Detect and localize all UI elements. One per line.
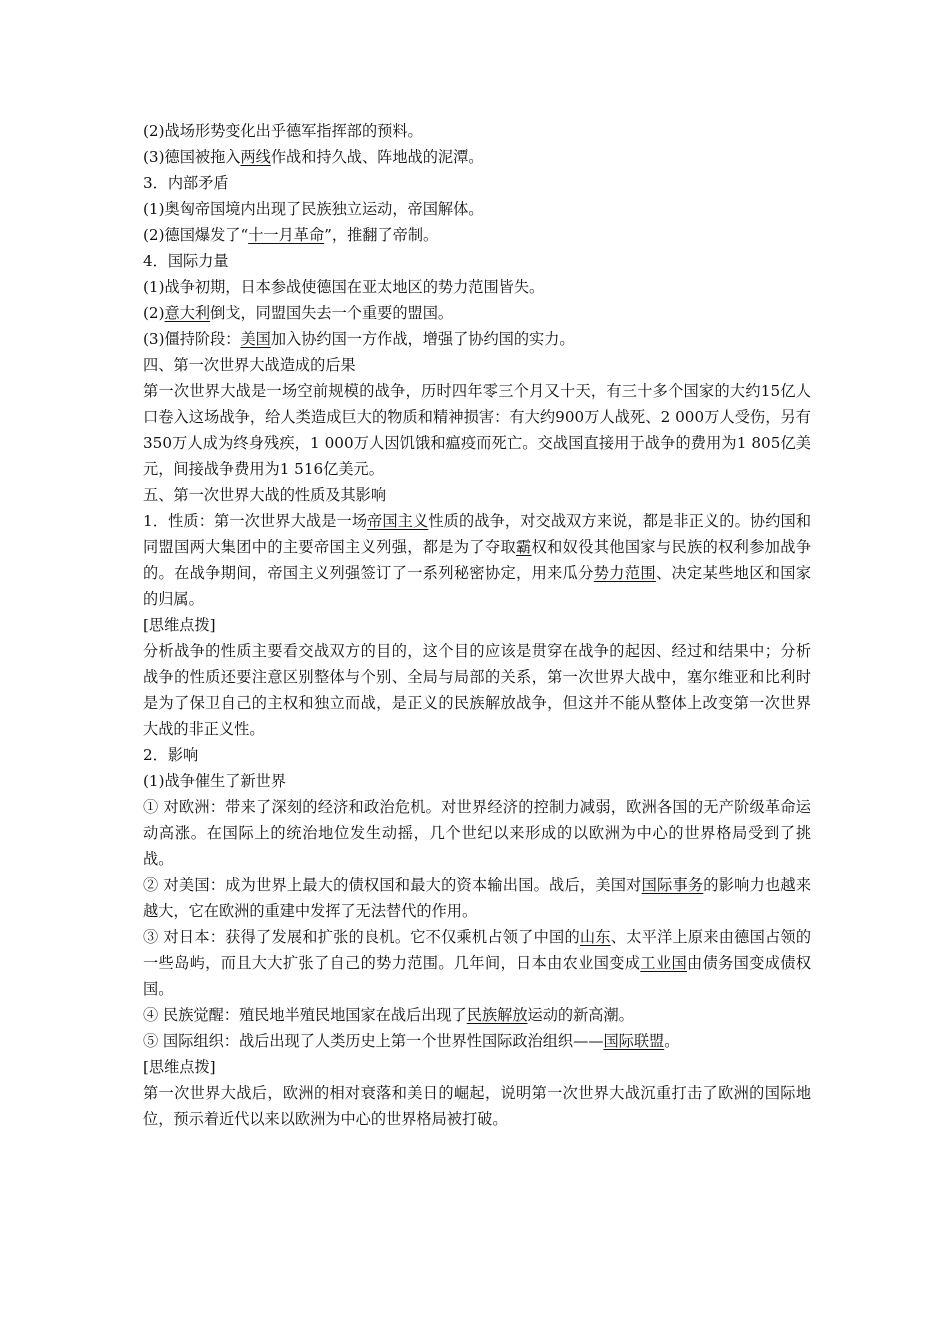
text-run: 3．内部矛盾 (143, 174, 229, 192)
text-line (143, 170, 811, 196)
paragraph (143, 872, 811, 924)
paragraph (143, 638, 811, 742)
underlined-keyword: 势力范围 (593, 564, 656, 582)
text-run: ”，推翻了帝制。 (324, 226, 439, 244)
text-line (143, 1054, 811, 1080)
paragraph (143, 1080, 811, 1132)
text-line (143, 196, 811, 222)
text-line (143, 742, 811, 768)
text-run: [思维点拨] (143, 1058, 216, 1076)
text-run: ③ 对日本：获得了发展和扩张的良机。它不仅乘机占领了中国的 (143, 928, 580, 946)
underlined-keyword: 工业国 (640, 954, 688, 972)
underlined-keyword: 民族解放 (466, 1006, 528, 1024)
text-run: 4．国际力量 (143, 252, 229, 270)
text-run: 倒戈，同盟国失去一个重要的盟国。 (210, 304, 454, 322)
text-run: [思维点拨] (143, 616, 216, 634)
text-run: 第一次世界大战是一场空前规模的战争，历时四年零三个月又十天，有三十多个国家的大约15亿人口卷入这场战争，给人类造成巨大的物质和精神损害：有大约900万人战死、2 000万人受伤，另有350万人成为终身残疾，1 000万人因饥饿和瘟疫而死亡。交战国直接用于战争的费用为1 805亿美元，间接战争费用为1 516亿美元。 (143, 382, 811, 478)
text-run: ② 对美国：成为世界上最大的债权国和最大的资本输出国。战后，美国对 (143, 876, 642, 894)
underlined-keyword: 十一月革命 (248, 226, 325, 244)
underlined-keyword: 霸 (516, 538, 532, 556)
text-line (143, 144, 811, 170)
document-body (143, 118, 811, 1132)
text-line (143, 326, 811, 352)
text-run: 1．性质：第一次世界大战是一场 (143, 512, 368, 530)
text-run: (2)战场形势变化出乎德军指挥部的预料。 (143, 122, 423, 140)
text-run: 、决定某些地区和国家的归属。 (143, 564, 812, 608)
underlined-keyword: 美国 (240, 330, 271, 348)
underlined-keyword: 帝国主义 (367, 512, 429, 530)
text-line (143, 118, 811, 144)
text-run: (3)僵持阶段： (143, 330, 241, 348)
text-line (143, 352, 811, 378)
text-run: 、太平洋上原来由德国占领的一些岛屿，而且大大扩张了自己的势力范围。几年间，日本由农业国变成 (143, 928, 812, 972)
text-run: 分析战争的性质主要看交战双方的目的，这个目的应该是贯穿在战争的起因、经过和结果中；分析战争的性质还要注意区别整体与个别、全局与局部的关系，第一次世界大战中，塞尔维亚和比利时是为了保卫自己的主权和独立而战，是正义的民族解放战争，但这并不能从整体上改变第一次世界大战的非正义性。 (143, 642, 811, 738)
underlined-keyword: 国际联盟 (603, 1032, 665, 1050)
underlined-keyword: 意大利 (164, 304, 211, 322)
text-run: 四、第一次世界大战造成的后果 (143, 356, 356, 374)
text-run: 加入协约国一方作战，增强了协约国的实力。 (270, 330, 575, 348)
text-line (143, 768, 811, 794)
underlined-keyword: 两线 (240, 148, 271, 166)
text-run: (2)德国爆发了“ (143, 226, 249, 244)
text-run: (1)战争初期，日本参战使德国在亚太地区的势力范围皆失。 (143, 278, 545, 296)
text-run: 五、第一次世界大战的性质及其影响 (143, 486, 386, 504)
text-run: 的影响力也越来越大，它在欧洲的重建中发挥了无法替代的作用。 (143, 876, 812, 920)
text-run: 由债务国变成债权国。 (143, 954, 812, 998)
text-run: ④ 民族觉醒：殖民地半殖民地国家在战后出现了 (143, 1006, 467, 1024)
text-run: (1)战争催生了新世界 (143, 772, 287, 790)
text-run: 2．影响 (143, 746, 199, 764)
underlined-keyword: 国际事务 (641, 876, 704, 894)
text-line (143, 1028, 811, 1054)
text-run: 第一次世界大战后，欧洲的相对衰落和美日的崛起，说明第一次世界大战沉重打击了欧洲的国际地位，预示着近代以来以欧洲为中心的世界格局被打破。 (143, 1084, 811, 1128)
text-run: (3)德国被拖入 (143, 148, 241, 166)
text-line (143, 612, 811, 638)
text-run: 。 (664, 1032, 680, 1050)
text-run: 权和奴役其他国家与民族的权利参加战争的。在战争期间，帝国主义列强签订了一系列秘密协定，用来瓜分 (143, 538, 812, 582)
text-run: (2) (143, 304, 165, 322)
paragraph (143, 378, 811, 482)
underlined-keyword: 山东 (579, 928, 611, 946)
paragraph (143, 508, 811, 612)
text-line (143, 248, 811, 274)
text-run: 性质的战争，对交战双方来说，都是非正义的。协约国和同盟国两大集团中的主要帝国主义列强，都是为了夺取 (143, 512, 812, 556)
text-line (143, 1002, 811, 1028)
text-line (143, 300, 811, 326)
text-run: ⑤ 国际组织：战后出现了人类历史上第一个世界性国际政治组织—— (143, 1032, 604, 1050)
text-line (143, 222, 811, 248)
text-line (143, 482, 811, 508)
text-run: (1)奥匈帝国境内出现了民族独立运动，帝国解体。 (143, 200, 484, 218)
paragraph (143, 924, 811, 1002)
text-run: 作战和持久战、阵地战的泥潭。 (270, 148, 484, 166)
text-run: 运动的新高潮。 (527, 1006, 634, 1024)
text-run: ① 对欧洲：带来了深刻的经济和政治危机。对世界经济的控制力减弱，欧洲各国的无产阶级革命运动高涨。在国际上的统治地位发生动摇，几个世纪以来形成的以欧洲为中心的世界格局受到了挑战。 (143, 798, 811, 868)
text-line (143, 274, 811, 300)
paragraph (143, 794, 811, 872)
